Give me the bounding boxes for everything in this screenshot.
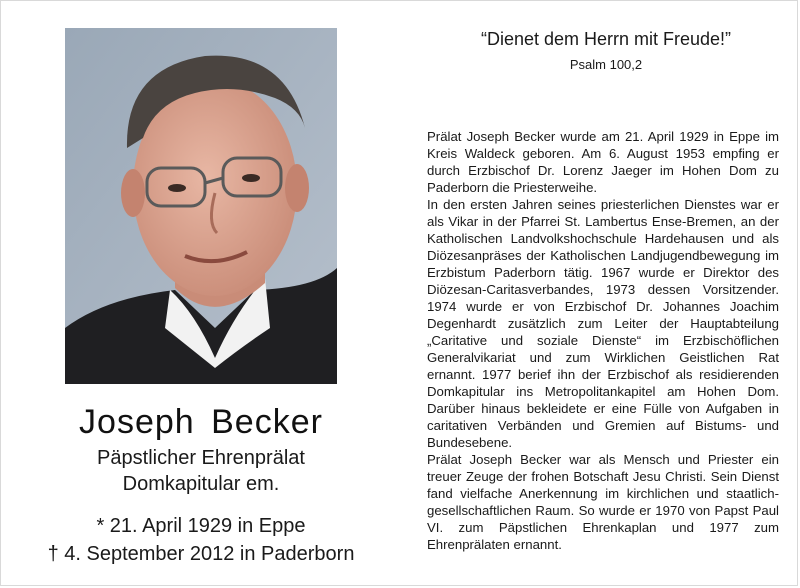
quote: “Dienet dem Herrn mit Freude!” (480, 29, 732, 49)
quote-reference: Psalm 100,2 (569, 57, 643, 72)
portrait-photo (65, 28, 337, 384)
bio-paragraph-1: Prälat Joseph Becker wurde am 21. April 1929 in Eppe im Kreis Waldeck geboren. Am 6. August 1953 empfing er durch Erzbischof Dr. Lorenz Jaeger im Hohen Dom zu Paderborn die Priesterweihe. (427, 129, 779, 195)
title-honorary-prelate: Päpstlicher Ehrenprälat (97, 447, 305, 469)
bio-paragraph-2: In den ersten Jahren seines priesterlichen Dienstes war er als Vikar in der Pfarrei St. Lambertus Ense-Bremen, an der Katholischen Landvolkshochschule Hardehausen und als Diözesanpräses der Katholischen Landjugendbewegung im Erzbistum Paderborn tätig. 1967 wurde er Direktor des Diözesan-Caritasverbandes, 1973 dessen Vorsitzender. 1974 wurde er von Erzbischof Dr. Johannes Joachim Degenhardt zusätzlich zum Leiter der Hauptabteilung „Caritative und soziale Dienste“ im Erzbischöflichen Generalvikariat und zum Wirklichen Geistlichen Rat ernannt. 1977 berief ihn der Erzbischof als residierenden Domkapitular ins Metropolitankapitel am Hohen Dom. Darüber hinaus bekleidete er eine Fülle von Aufgaben in caritativen Verbänden und Gremien auf Bistums- und Bundesebene. (427, 197, 779, 450)
title-canon: Domkapitular em. (122, 473, 280, 495)
person-name: Joseph Becker (79, 403, 323, 441)
biography (427, 128, 779, 553)
bio-paragraph-3: Prälat Joseph Becker war als Mensch und Priester ein treuer Zeuge der frohen Botschaft Jesu Christi. Sein Dienst fand vielfache Anerkennung im kirchlichen und staatlich-gesellschaftlichen Raum. So wurde er 1970 von Papst Paul VI. zum Päpstlichen Ehrenkaplan und 1977 zum Ehrenprälaten ernannt. (427, 452, 779, 552)
birth-date: * 21. April 1929 in Eppe (96, 515, 306, 537)
death-date: † 4. September 2012 in Paderborn (47, 543, 355, 565)
